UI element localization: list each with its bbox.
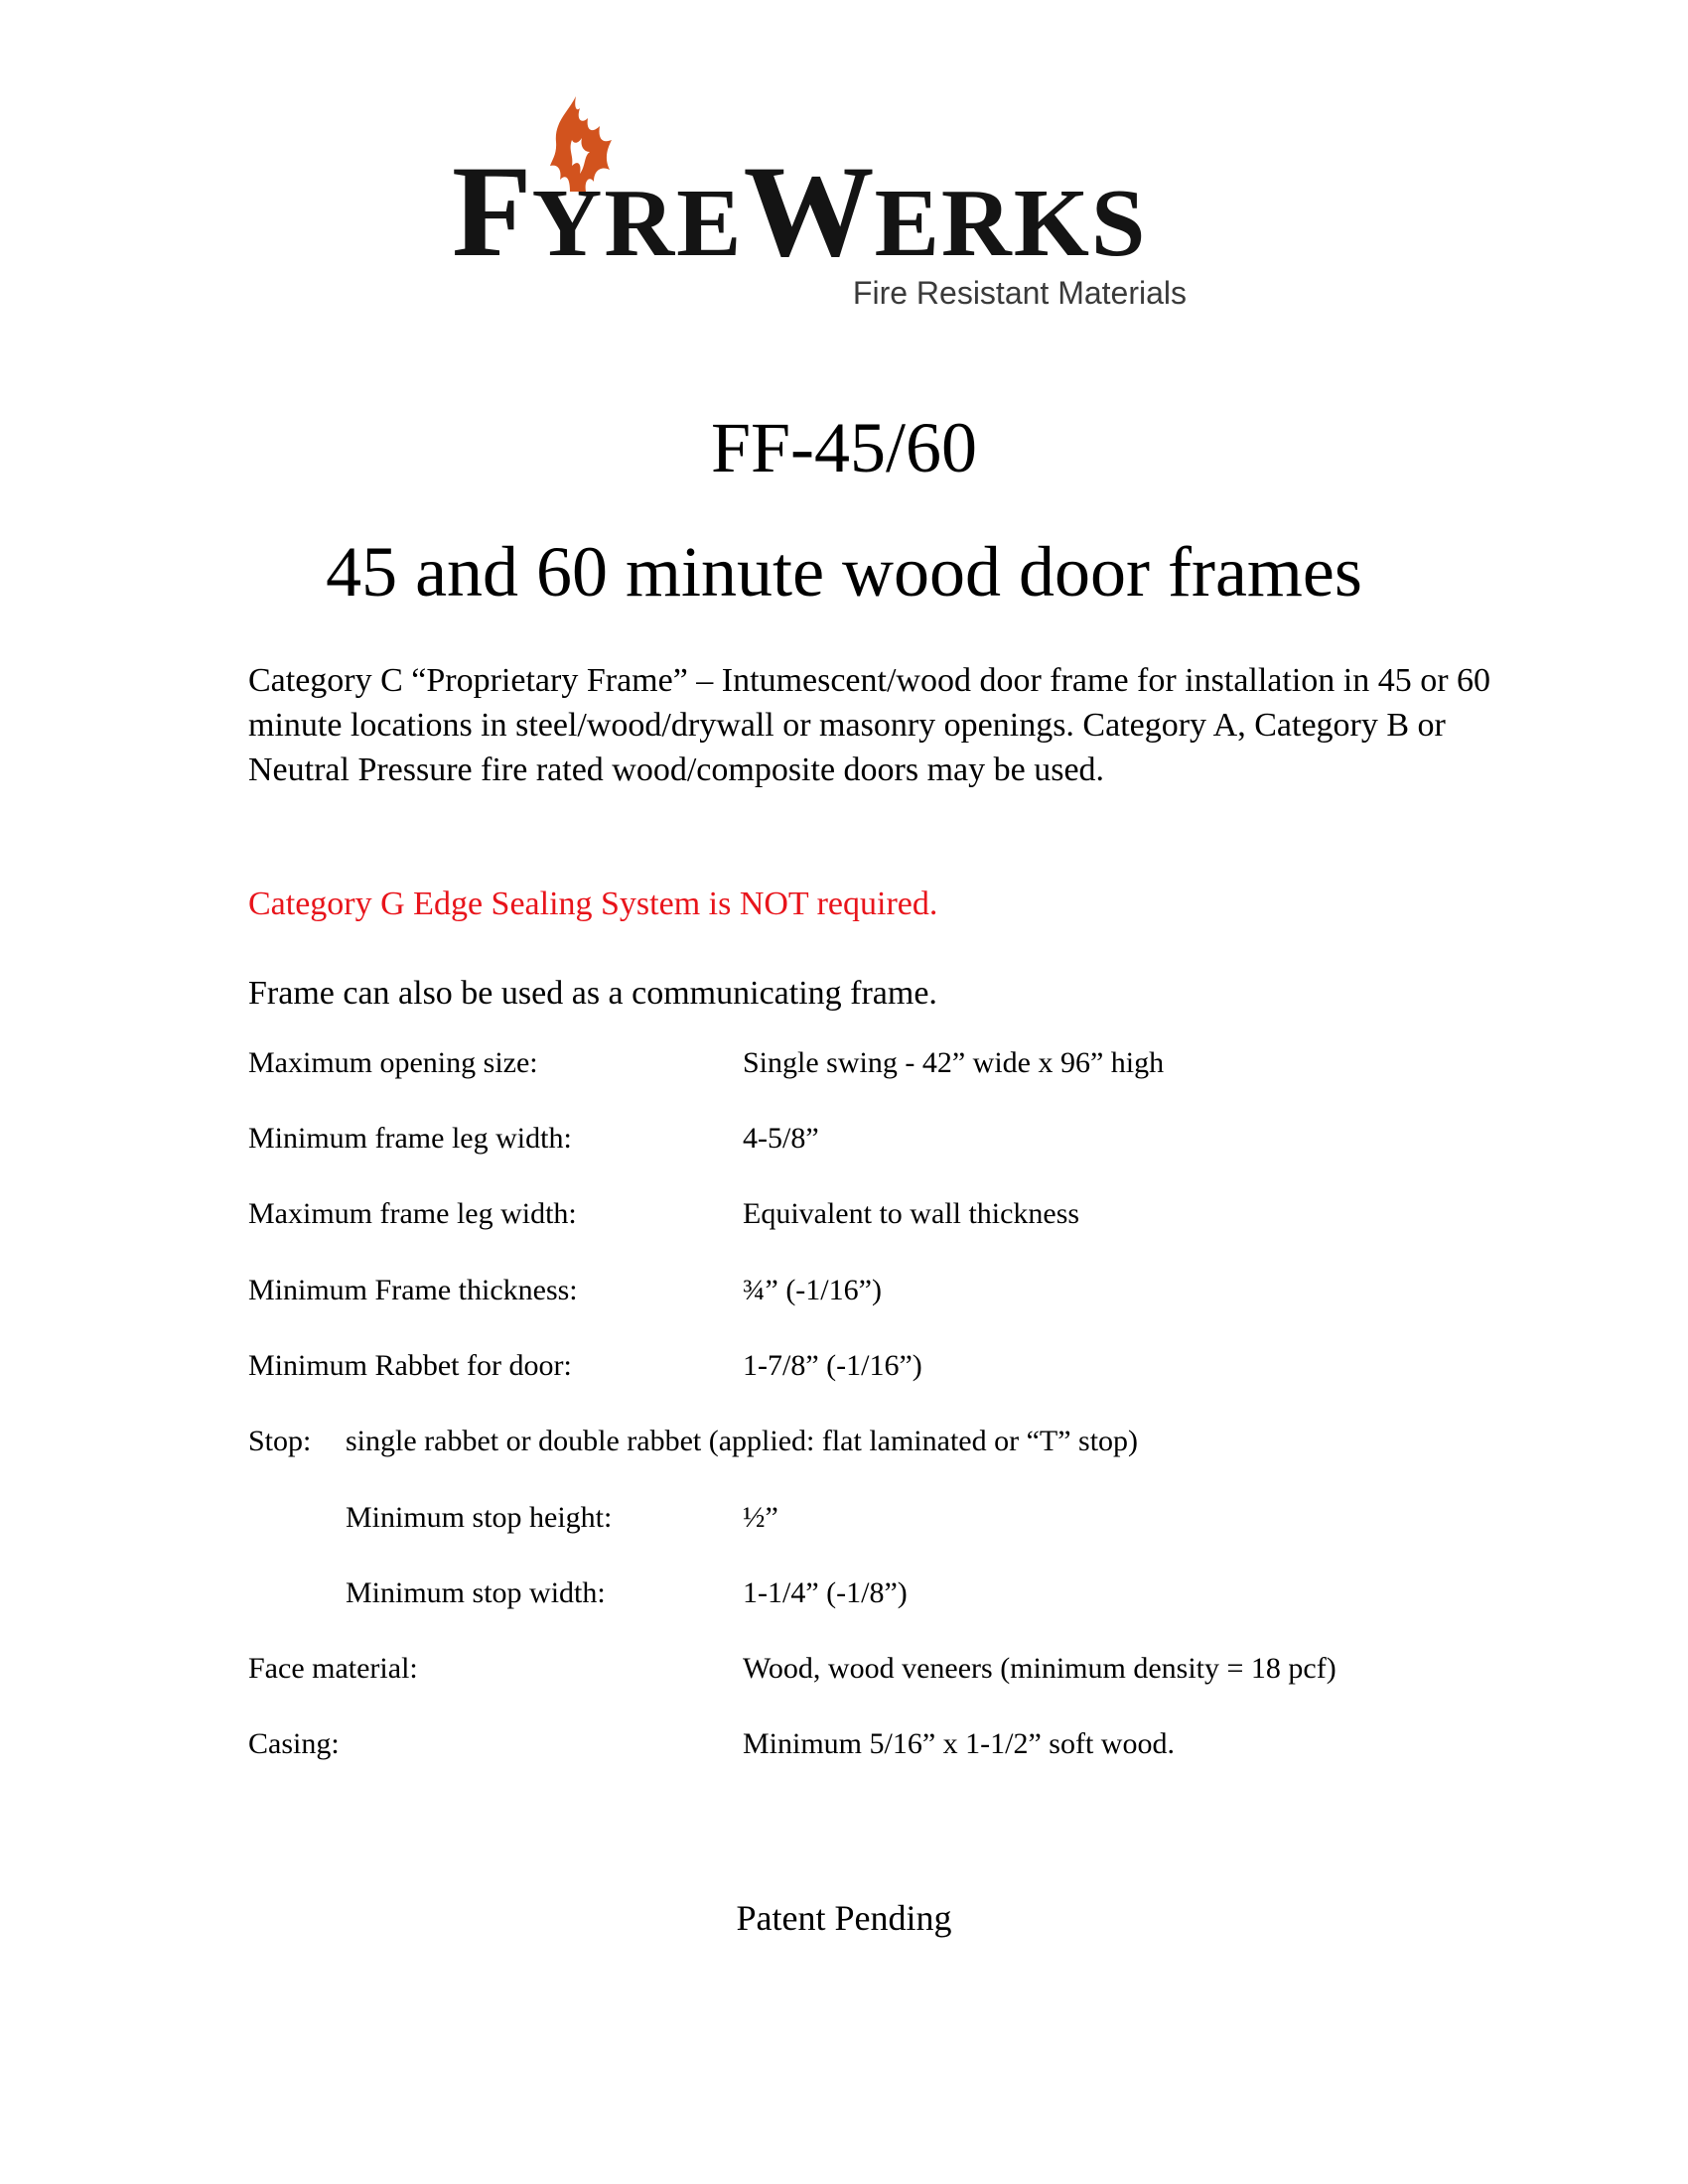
spec-row-face-material: [248, 1649, 1499, 1689]
fyrewerks-logo: [452, 94, 1187, 318]
spec-row-stop: [248, 1422, 1499, 1461]
spec-row-min-thickness: [248, 1271, 1499, 1310]
spec-row-min-stop-height: [248, 1498, 1499, 1538]
spec-label: Minimum frame leg width:: [248, 1122, 572, 1155]
spec-label: Casing:: [248, 1727, 340, 1760]
communicating-frame-note: Frame can also be used as a communicating frame.: [248, 975, 937, 1012]
spec-row-casing: [248, 1724, 1499, 1764]
spec-label: Stop:: [248, 1425, 312, 1457]
product-code: FF-45/60: [710, 408, 978, 487]
spec-row-min-rabbet: [248, 1346, 1499, 1386]
spec-value: 4-5/8”: [743, 1122, 819, 1155]
brand-text-yre: YRE: [531, 170, 744, 277]
spec-label: Maximum frame leg width:: [248, 1197, 577, 1230]
spec-label: Minimum Rabbet for door:: [248, 1349, 572, 1382]
brand-tagline: Fire Resistant Materials: [852, 275, 1187, 311]
brand-letter-w: W: [743, 138, 875, 284]
brand-wordmark: [452, 138, 1187, 284]
edge-sealing-notice: Category G Edge Sealing System is NOT required.: [248, 886, 938, 922]
spec-value: single rabbet or double rabbet (applied: flat laminated or “T” stop): [346, 1425, 1139, 1457]
spec-value: Equivalent to wall thickness: [743, 1197, 1080, 1230]
spec-label: Maximum opening size:: [248, 1046, 538, 1079]
spec-value: 1-7/8” (-1/16”): [743, 1349, 922, 1382]
spec-value: ½”: [743, 1501, 778, 1534]
spec-value: Single swing - 42” wide x 96” high: [743, 1046, 1165, 1079]
spec-row-max-opening: [248, 1043, 1499, 1083]
product-name: 45 and 60 minute wood door frames: [326, 532, 1362, 612]
brand-text-erks: ERKS: [874, 170, 1148, 277]
spec-row-min-leg-width: [248, 1119, 1499, 1159]
spec-value: ¾” (-1/16”): [743, 1274, 882, 1306]
spec-row-max-leg-width: [248, 1194, 1499, 1234]
patent-pending-note: Patent Pending: [736, 1898, 952, 1938]
spec-label: Minimum stop height:: [346, 1501, 613, 1534]
spec-value: Wood, wood veneers (minimum density = 18 pcf): [743, 1652, 1336, 1685]
brand-letter-f: F: [452, 138, 532, 284]
spec-row-min-stop-width: [248, 1573, 1499, 1613]
spec-label: Minimum Frame thickness:: [248, 1274, 578, 1306]
spec-value: 1-1/4” (-1/8”): [743, 1576, 908, 1609]
intro-paragraph: Category C “Proprietary Frame” – Intumescent/wood door frame for installation in 45 or 60 minute locations in steel/wood/drywall or masonry openings. Category A, Category B or Neutral Pressure fire rated wood/composite doors may be used.: [248, 662, 1491, 788]
spec-label: Minimum stop width:: [346, 1576, 606, 1609]
spec-value: Minimum 5/16” x 1-1/2” soft wood.: [743, 1727, 1175, 1760]
spec-label: Face material:: [248, 1652, 418, 1685]
